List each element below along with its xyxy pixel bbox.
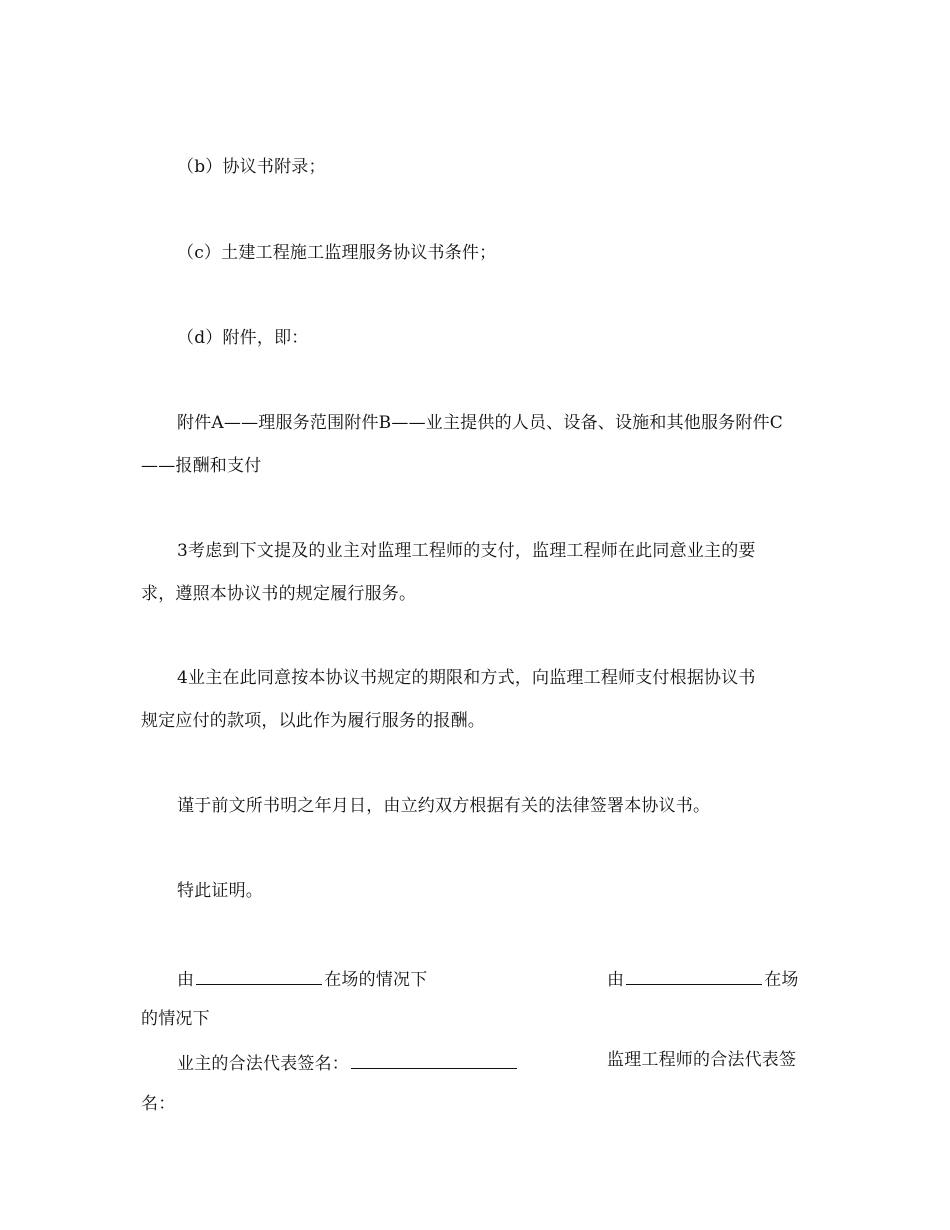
engineer-signature-label-cont: 名：: [141, 1094, 176, 1114]
owner-signature-row: [177, 1050, 519, 1074]
item-d: （d）附件，即：: [177, 328, 309, 348]
item-b: （b）协议书附录；: [177, 157, 326, 177]
signature-continuation: 的情况下: [141, 1009, 210, 1029]
owner-signature-label: 业主的合法代表签名：: [177, 1054, 349, 1074]
left-presence-text: 在场的情况下: [324, 970, 428, 990]
owner-signature-blank: [351, 1050, 517, 1069]
signature-left-row: [177, 966, 427, 990]
attachments-line-2: ——报酬和支付: [141, 456, 262, 476]
certify-statement: 特此证明。: [177, 881, 263, 901]
right-presence-text: 在场: [764, 970, 799, 990]
clause-3-line-2: 求，遵照本协议书的规定履行服务。: [141, 584, 417, 604]
engineer-signature-label: 监理工程师的合法代表签: [607, 1050, 797, 1070]
clause-4-line-1: 4业主在此同意按本协议书规定的期限和方式，向监理工程师支付根据协议书: [177, 668, 756, 688]
item-c: （c）土建工程施工监理服务协议书条件；: [177, 243, 497, 263]
clause-4-line-2: 规定应付的款项，以此作为履行服务的报酬。: [141, 711, 485, 731]
left-by-text: 由: [177, 970, 195, 990]
right-witness-blank: [626, 966, 762, 985]
closing-statement: 谨于前文所书明之年月日，由立约双方根据有关的法律签署本协议书。: [177, 796, 711, 816]
clause-3-line-1: 3考虑到下文提及的业主对监理工程师的支付，监理工程师在此同意业主的要: [177, 541, 756, 561]
signature-right-row: [607, 966, 799, 990]
attachments-line-1: 附件A——理服务范围附件B——业主提供的人员、设备、设施和其他服务附件C: [177, 413, 783, 433]
left-witness-blank: [196, 966, 322, 985]
right-by-text: 由: [607, 970, 625, 990]
